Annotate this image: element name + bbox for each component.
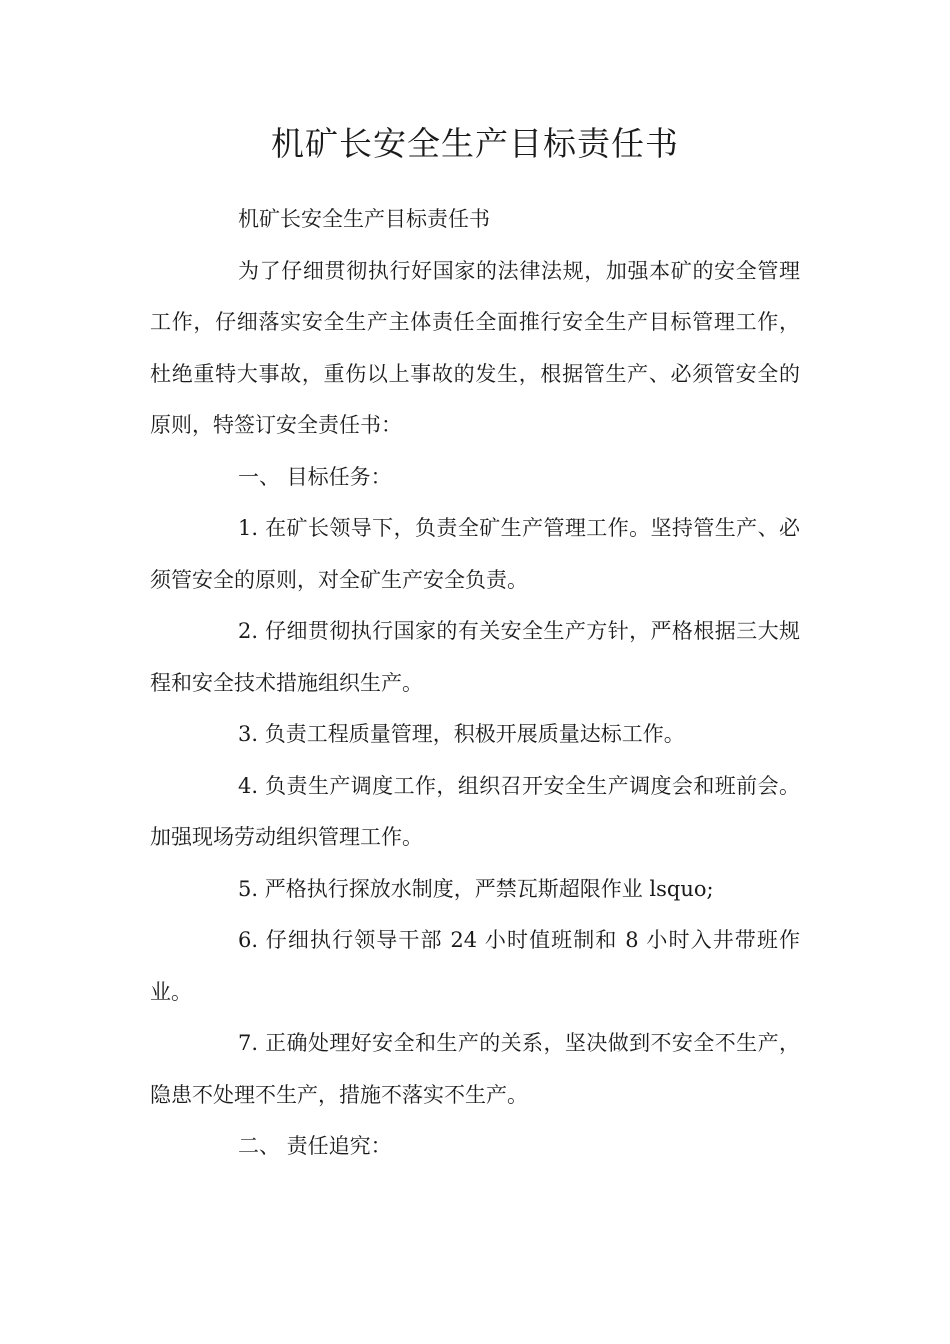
paragraph-subtitle: 机矿长安全生产目标责任书	[238, 207, 490, 231]
section-heading-goals: 一、 目标任务：	[238, 464, 392, 489]
list-item-3: 3. 负责工程质量管理，积极开展质量达标工作。	[238, 722, 685, 746]
list-item-4: 4. 负责生产调度工作，组织召开安全生产调度会和班前会。加强现场劳动组织管理工作。	[150, 773, 800, 849]
list-item-5: 5. 严格执行探放水制度，严禁瓦斯超限作业 lsquo;	[238, 876, 714, 901]
document-body	[150, 194, 800, 1173]
list-item-6: 6. 仔细执行领导干部 24 小时值班制和 8 小时入井带班作业。	[150, 928, 800, 1004]
list-item-7: 7. 正确处理好安全和生产的关系，坚决做到不安全不生产，隐患不处理不生产，措施不落实不生产。	[150, 1031, 800, 1107]
list-item-1: 1. 在矿长领导下，负责全矿生产管理工作。坚持管生产、必须管安全的原则，对全矿生产安全负责。	[150, 516, 800, 592]
paragraph-intro: 为了仔细贯彻执行好国家的法律法规，加强本矿的安全管理工作，仔细落实安全生产主体责任全面推行安全生产目标管理工作，杜绝重特大事故，重伤以上事故的发生，根据管生产、必须管安全的原则，特签订安全责任书：	[150, 258, 800, 437]
list-item-2: 2. 仔细贯彻执行国家的有关安全生产方针，严格根据三大规程和安全技术措施组织生产。	[150, 619, 800, 695]
document-title: 机矿长安全生产目标责任书	[271, 124, 679, 163]
section-heading-accountability: 二、 责任追究：	[238, 1134, 392, 1158]
